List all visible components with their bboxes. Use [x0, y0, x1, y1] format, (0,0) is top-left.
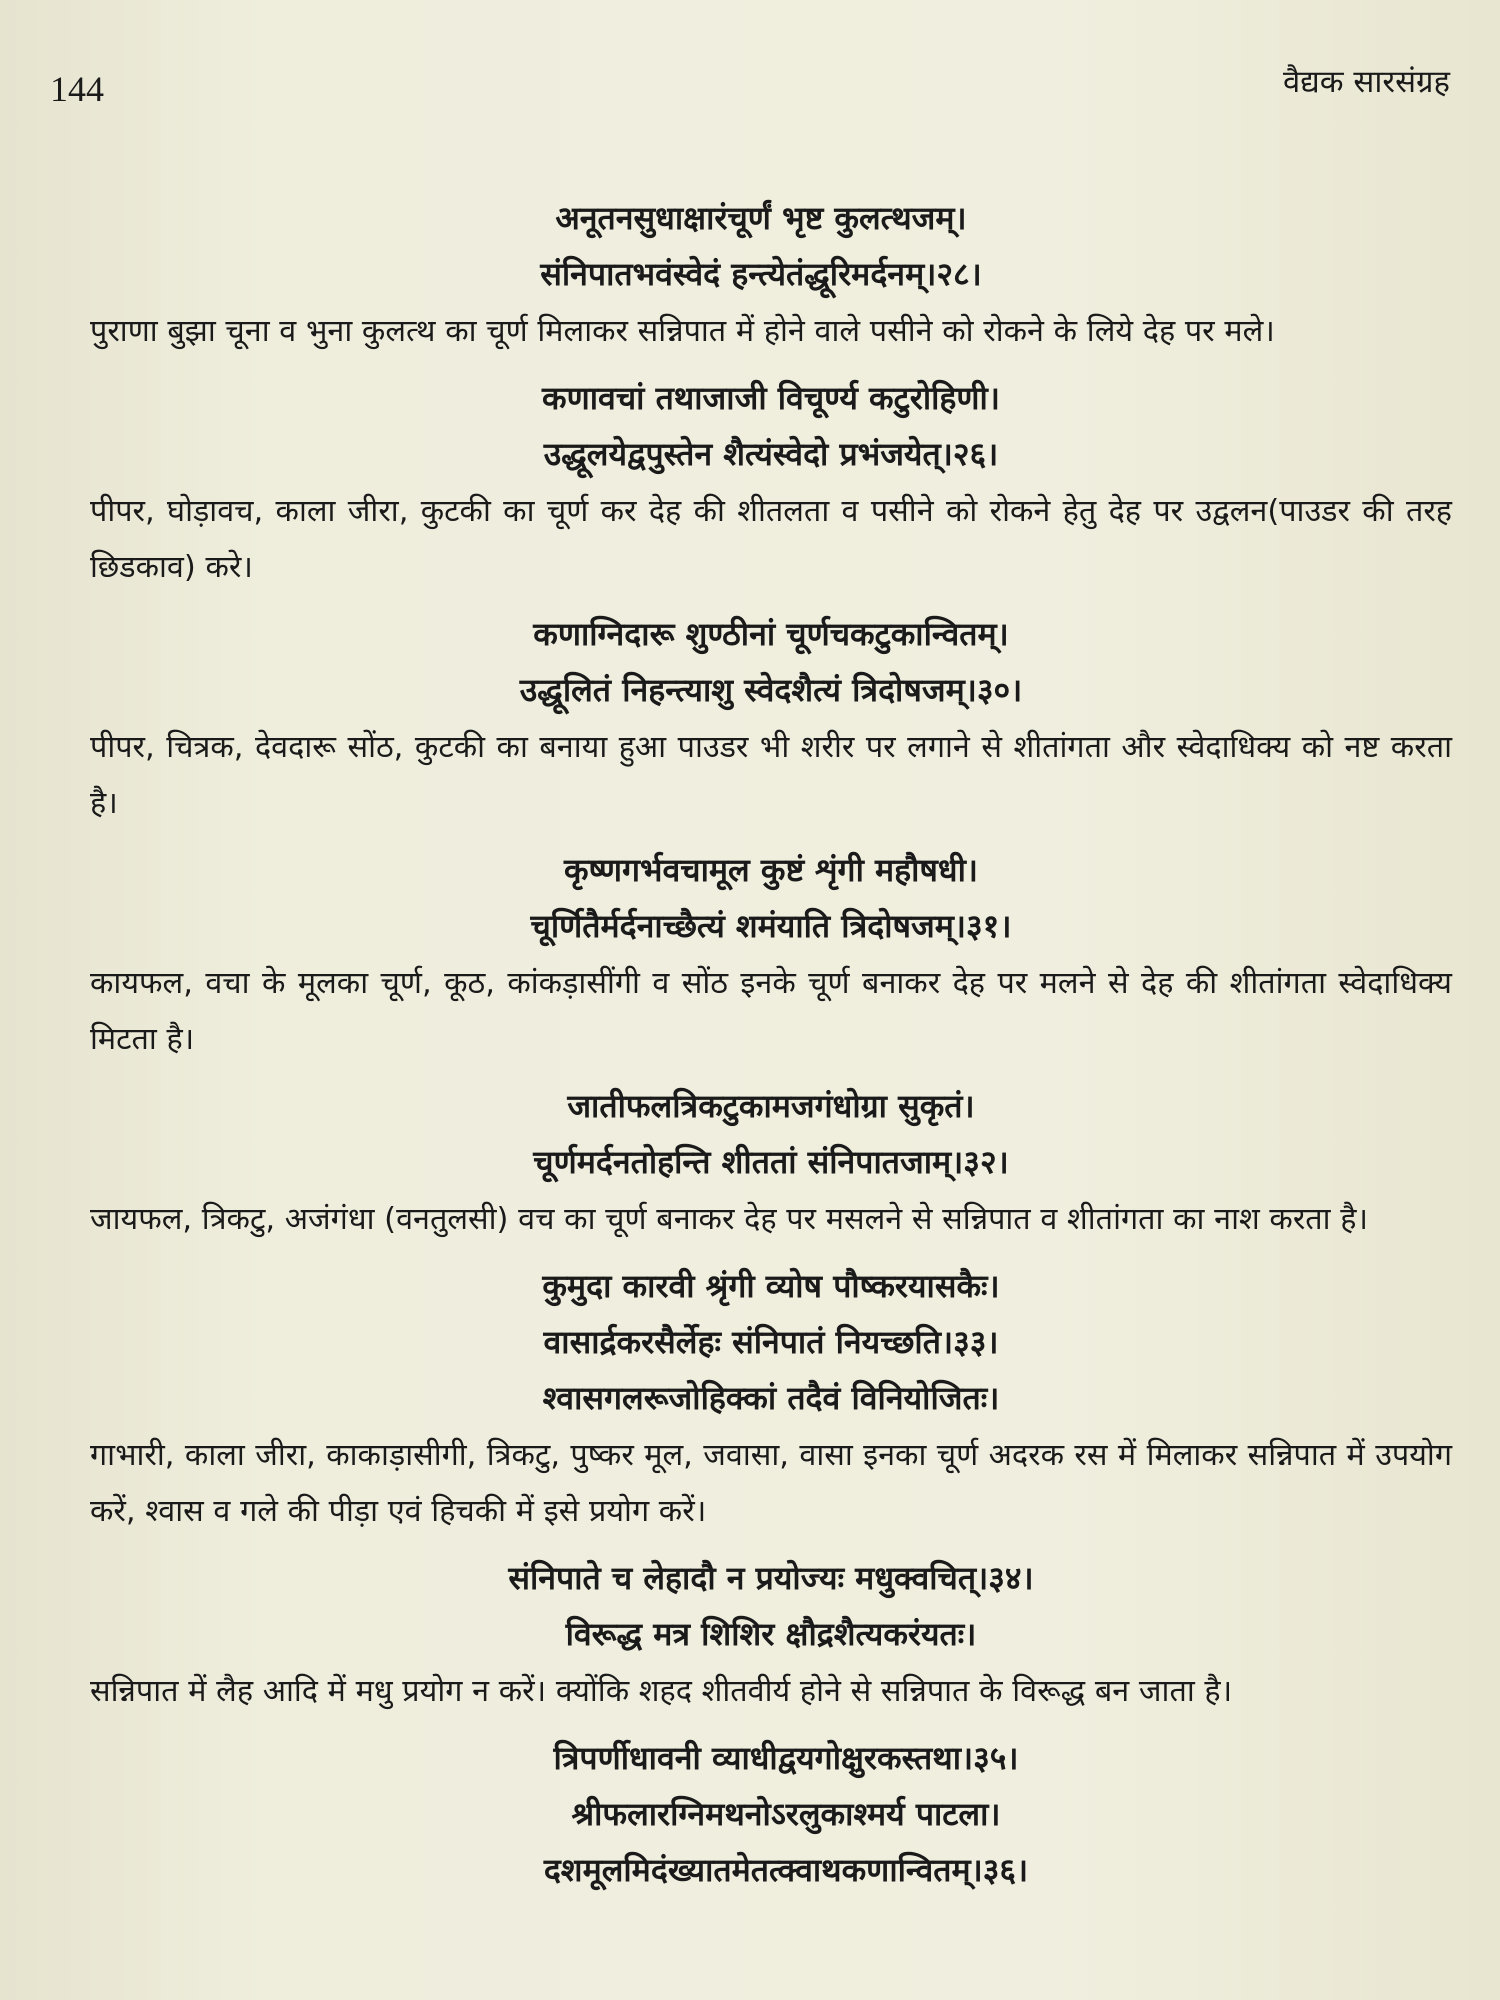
verse-28 — [70, 190, 1452, 302]
verse-32 — [90, 1078, 1452, 1190]
gloss-paragraph: गाभारी, काला जीरा, काकाड़ासीगी, त्रिकटु, पुष्कर मूल, जवासा, वासा इनका चूर्ण अदरक रस में मिलाकर सन्निपात में उपयोग करें, श्वास व गले की पीड़ा एवं हिचकी में इसे प्रयोग करें। — [90, 1438, 1452, 1529]
verse-line: दशमूलमिदंख्यातमेतत्क्वाथकणान्वितम्।३६। — [543, 1851, 1029, 1889]
running-head: वैद्यक सारसंग्रह — [1283, 64, 1450, 100]
verse-line: वासार्द्रकरसैर्लेहः संनिपातं नियच्छति।३३। — [543, 1323, 999, 1361]
verse-29 — [90, 370, 1452, 482]
page-content — [90, 190, 1452, 1898]
verse-31 — [90, 842, 1452, 954]
verse-line: उद्धूलयेद्वपुस्तेन शैत्यंस्वेदो प्रभंजयेत्।२६। — [543, 435, 999, 473]
verse-30 — [90, 606, 1452, 718]
verse-line: कणाग्निदारू शुण्ठीनां चूर्णचकटुकान्वितम्। — [533, 615, 1009, 653]
verse-line: श्वासगलरूजोहिक्कां तदैवं विनियोजितः। — [542, 1379, 1000, 1417]
verse-35-36 — [120, 1730, 1452, 1898]
gloss-paragraph: सन्निपात में लैह आदि में मधु प्रयोग न करें। क्योंकि शहद शीतवीर्य होने से सन्निपात के विरूद्ध बन जाता है। — [90, 1674, 1233, 1709]
verse-33 — [90, 1258, 1452, 1426]
verse-line: विरूद्ध मत्र शिशिर क्षौद्रशैत्यकरंयतः। — [565, 1615, 977, 1653]
verse-line: श्रीफलारग्निमथनोऽरलुकाश्मर्य पाटला। — [571, 1795, 1001, 1833]
verse-line: अनूतनसुधाक्षारंचूर्णं भृष्ट कुलत्थजम्। — [555, 199, 967, 237]
gloss-paragraph: पुराणा बुझा चूना व भुना कुलत्थ का चूर्ण मिलाकर सन्निपात में होने वाले पसीने को रोकने के लिये देह पर मले। — [90, 314, 1275, 349]
verse-line: त्रिपर्णीधावनी व्याधीद्वयगोक्षुरकस्तथा।३५। — [553, 1739, 1019, 1777]
gloss-paragraph: पीपर, घोड़ावच, काला जीरा, कुटकी का चूर्ण कर देह की शीतलता व पसीने को रोकने हेतु देह पर उद्वलन(पाउडर की तरह छिडकाव) करे। — [90, 494, 1452, 585]
verse-line: चूर्णमर्दनतोहन्ति शीततां संनिपातजाम्।३२। — [533, 1143, 1009, 1181]
verse-line: उद्धूलितं निहन्त्याशु स्वेदशैत्यं त्रिदोषजम्।३०। — [519, 671, 1023, 709]
gloss-paragraph: पीपर, चित्रक, देवदारू सोंठ, कुटकी का बनाया हुआ पाउडर भी शरीर पर लगाने से शीतांगता और स्वेदाधिक्य को नष्ट करता है। — [90, 730, 1452, 821]
gloss-paragraph: कायफल, वचा के मूलका चूर्ण, कूठ, कांकड़ासींगी व सोंठ इनके चूर्ण बनाकर देह पर मलने से देह की शीतांगता स्वेदाधिक्य मिटता है। — [90, 966, 1452, 1057]
verse-line: कणावचां तथाजाजी विचूर्ण्य कटुरोहिणी। — [542, 379, 1000, 417]
verse-line: संनिपातभवंस्वेदं हन्त्येतंद्धूरिमर्दनम्।२८। — [540, 255, 982, 293]
gloss-paragraph: जायफल, त्रिकटु, अजंगंधा (वनतुलसी) वच का चूर्ण बनाकर देह पर मसलने से सन्निपात व शीतांगता का नाश करता है। — [90, 1202, 1369, 1237]
verse-line: संनिपाते च लेहादौ न प्रयोज्यः मधुक्वचित्।३४। — [508, 1559, 1034, 1597]
page-number: 144 — [50, 69, 104, 109]
verse-34 — [90, 1550, 1452, 1662]
verse-line: कृष्णगर्भवचामूल कुष्टं शृंगी महौषधी। — [563, 851, 979, 889]
verse-line: कुमुदा कारवी श्रृंगी व्योष पौष्करयासकैः। — [542, 1267, 1000, 1305]
verse-line: जातीफलत्रिकटुकामजगंधोग्रा सुकृतं। — [567, 1087, 975, 1125]
verse-line: चूर्णितैर्मर्दनाच्छैत्यं शमंयाति त्रिदोषजम्।३१। — [530, 907, 1012, 945]
